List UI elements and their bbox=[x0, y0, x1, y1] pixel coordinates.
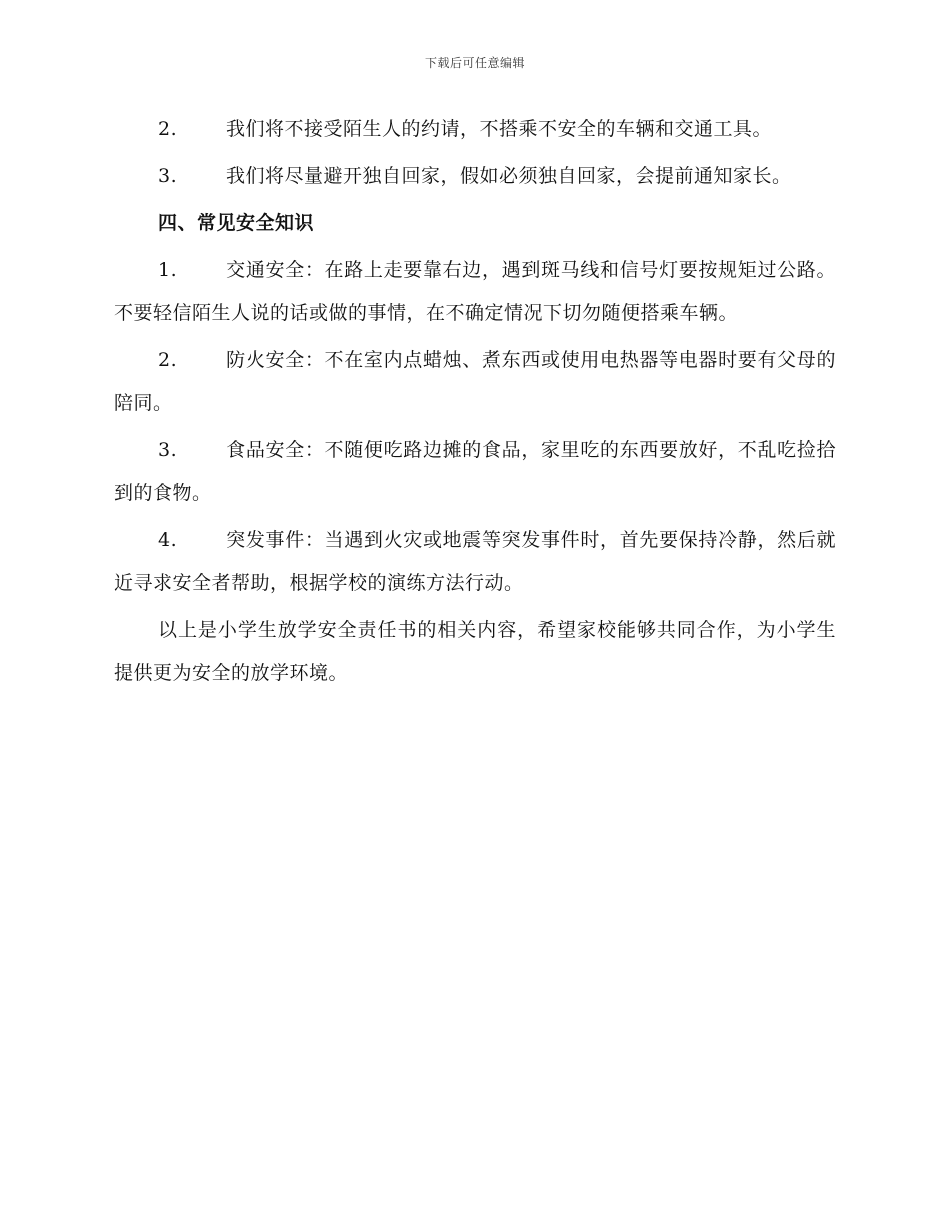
closing-paragraph: 以上是小学生放学安全责任书的相关内容，希望家校能够共同合作，为小学生提供更为安全的放学环境。 bbox=[114, 619, 836, 684]
list-item-number: 3. bbox=[158, 165, 178, 187]
list-item-text: 防火安全：不在室内点蜡烛、煮东西或使用电热器等电器时要有父母的陪同。 bbox=[114, 349, 836, 414]
document-body bbox=[114, 108, 836, 699]
list-item bbox=[114, 339, 836, 425]
list-item bbox=[114, 519, 836, 605]
list-item-number: 1. bbox=[158, 259, 178, 281]
section-heading: 四、常见安全知识 bbox=[158, 212, 315, 234]
list-item-text: 我们将尽量避开独自回家，假如必须独自回家，会提前通知家长。 bbox=[226, 165, 792, 187]
list-item-number: 3. bbox=[158, 439, 178, 461]
list-item bbox=[114, 108, 836, 151]
page-header: 下载后可任意编辑 bbox=[424, 56, 525, 70]
list-item-text: 交通安全：在路上走要靠右边，遇到斑马线和信号灯要按规矩过公路。不要轻信陌生人说的话或做的事情，在不确定情况下切勿随便搭乘车辆。 bbox=[114, 259, 836, 324]
list-item-text: 食品安全：不随便吃路边摊的食品，家里吃的东西要放好，不乱吃捡拾到的食物。 bbox=[114, 439, 836, 504]
list-item bbox=[114, 429, 836, 515]
list-item-number: 2. bbox=[158, 118, 178, 140]
list-item-text: 突发事件：当遇到火灾或地震等突发事件时，首先要保持冷静，然后就近寻求安全者帮助，根据学校的演练方法行动。 bbox=[114, 529, 836, 594]
list-item bbox=[114, 249, 836, 335]
list-item bbox=[114, 155, 836, 198]
list-item-number: 4. bbox=[158, 529, 178, 551]
list-item-number: 2. bbox=[158, 349, 178, 371]
list-item-text: 我们将不接受陌生人的约请，不搭乘不安全的车辆和交通工具。 bbox=[226, 118, 773, 140]
